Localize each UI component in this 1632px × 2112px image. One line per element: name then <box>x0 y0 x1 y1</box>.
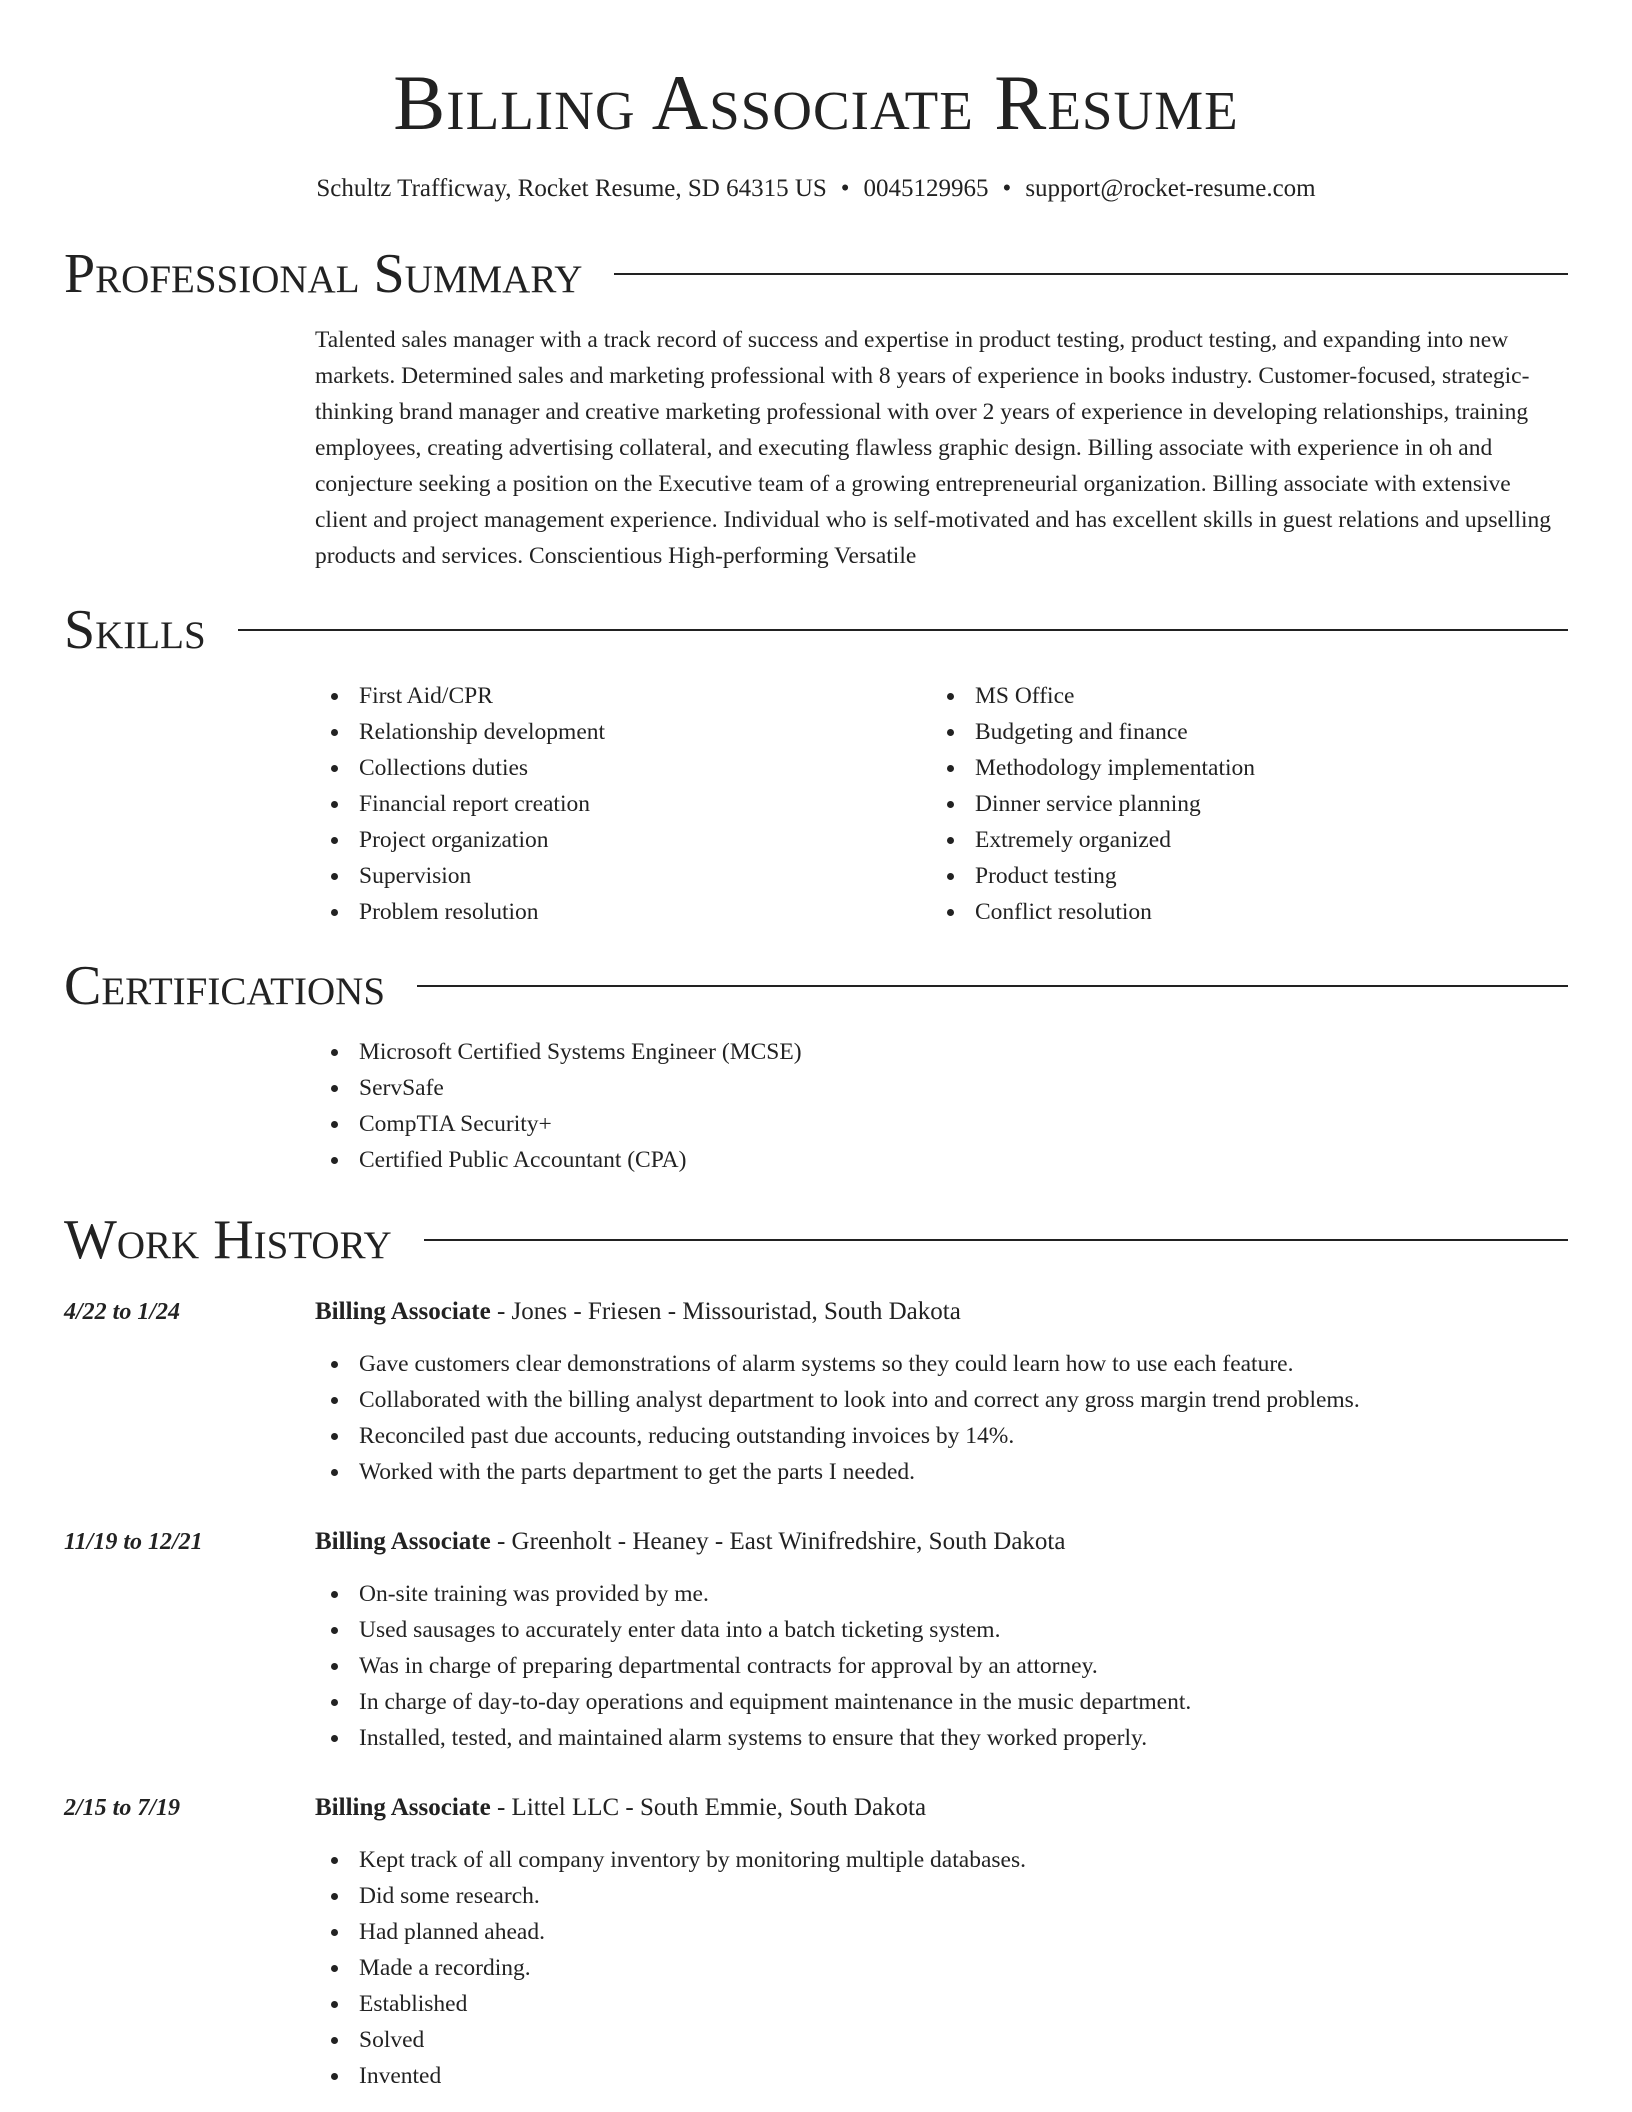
page-title: Billing Associate Resume <box>393 59 1239 146</box>
contact-separator: • <box>840 175 850 202</box>
job-bullet: Made a recording. <box>315 1950 1568 1986</box>
certification-item: Microsoft Certified Systems Engineer (MCSE) <box>315 1034 1568 1070</box>
job-entry <box>64 1524 1568 1756</box>
skill-item: Methodology implementation <box>931 750 1547 786</box>
certification-item: Certified Public Accountant (CPA) <box>315 1142 1568 1178</box>
job-bullets <box>315 1346 1568 1490</box>
job-role: Billing Associate <box>315 1298 491 1325</box>
summary-heading: Professional Summary <box>64 243 583 305</box>
contact-email: support@rocket-resume.com <box>1025 175 1316 202</box>
job-bullets <box>315 1842 1568 2094</box>
job-details: - Jones - Friesen - Missouristad, South Dakota <box>490 1298 961 1325</box>
contact-line <box>64 172 1568 206</box>
job-bullet: Was in charge of preparing departmental contracts for approval by an attorney. <box>315 1648 1568 1684</box>
job-entry <box>64 1294 1568 1490</box>
skill-item: Financial report creation <box>315 786 931 822</box>
job-bullet: Worked with the parts department to get the parts I needed. <box>315 1454 1568 1490</box>
certifications-section <box>315 1034 1568 1178</box>
job-bullet: Invented <box>315 2058 1568 2094</box>
job-details: - Greenholt - Heaney - East Winifredshire, South Dakota <box>490 1528 1066 1555</box>
section-divider <box>238 629 1568 631</box>
skill-item: First Aid/CPR <box>315 678 931 714</box>
job-bullet: Did some research. <box>315 1878 1568 1914</box>
section-divider <box>417 985 1568 987</box>
certifications-list <box>315 1034 1568 1178</box>
skills-section <box>315 678 1568 930</box>
skill-item: Problem resolution <box>315 894 931 930</box>
skill-item: Budgeting and finance <box>931 714 1547 750</box>
skill-item: Extremely organized <box>931 822 1547 858</box>
job-header <box>315 1790 1568 1826</box>
job-bullet: On-site training was provided by me. <box>315 1576 1568 1612</box>
skills-heading: Skills <box>64 599 206 661</box>
job-bullet: Collaborated with the billing analyst department to look into and correct any gross margin trend problems. <box>315 1382 1568 1418</box>
contact-separator: • <box>1002 175 1012 202</box>
job-bullets <box>315 1576 1568 1756</box>
job-role: Billing Associate <box>315 1528 491 1555</box>
work-history-heading: Work History <box>64 1209 392 1271</box>
skill-item: Supervision <box>315 858 931 894</box>
certification-item: ServSafe <box>315 1070 1568 1106</box>
job-bullet: Solved <box>315 2022 1568 2058</box>
job-entry <box>64 1790 1568 2094</box>
job-bullet: Established <box>315 1986 1568 2022</box>
skill-item: Conflict resolution <box>931 894 1547 930</box>
resume-page <box>64 0 1568 2094</box>
section-divider <box>424 1239 1568 1241</box>
work-history-header <box>64 1208 1568 1272</box>
job-bullet: Reconciled past due accounts, reducing outstanding invoices by 14%. <box>315 1418 1568 1454</box>
job-dates: 4/22 to 1/24 <box>64 1299 181 1325</box>
job-header <box>315 1524 1568 1560</box>
job-bullet: Gave customers clear demonstrations of alarm systems so they could learn how to use each feature. <box>315 1346 1568 1382</box>
skill-item: Dinner service planning <box>931 786 1547 822</box>
job-dates: 11/19 to 12/21 <box>64 1529 203 1555</box>
summary-section <box>315 322 1568 574</box>
job-bullet: Kept track of all company inventory by monitoring multiple databases. <box>315 1842 1568 1878</box>
section-divider <box>614 273 1568 275</box>
summary-text: Talented sales manager with a track record of success and expertise in product testing, product testing, and expanding into new markets. Determined sales and marketing professional with 8 years of experience in books industry. Customer-focused, strategic-thinking brand manager and creative marketing professional with over 2 years of experience in developing relationships, training employees, creating advertising collateral, and executing flawless graphic design. Billing associate with experience in oh and conjecture seeking a position on the Executive team of a growing entrepreneurial organization. Billing associate with extensive client and project management experience. Individual who is self-motivated and has excellent skills in guest relations and upselling products and services. Conscientious High-performing Versatile <box>315 327 1551 569</box>
job-bullet: In charge of day-to-day operations and equipment maintenance in the music department. <box>315 1684 1568 1720</box>
skills-header <box>64 598 1568 662</box>
skill-item: MS Office <box>931 678 1547 714</box>
skill-item: Relationship development <box>315 714 931 750</box>
job-header <box>315 1294 1568 1330</box>
skills-list-left <box>315 678 931 930</box>
certifications-heading: Certifications <box>64 955 386 1017</box>
job-role: Billing Associate <box>315 1794 491 1821</box>
job-bullet: Installed, tested, and maintained alarm systems to ensure that they worked properly. <box>315 1720 1568 1756</box>
skills-list-right <box>931 678 1547 930</box>
summary-header <box>64 242 1568 306</box>
job-details: - Littel LLC - South Emmie, South Dakota <box>490 1794 927 1821</box>
certifications-header <box>64 954 1568 1018</box>
job-bullet: Used sausages to accurately enter data into a batch ticketing system. <box>315 1612 1568 1648</box>
skill-item: Project organization <box>315 822 931 858</box>
contact-phone: 0045129965 <box>863 175 989 202</box>
certification-item: CompTIA Security+ <box>315 1106 1568 1142</box>
job-dates: 2/15 to 7/19 <box>64 1795 181 1821</box>
contact-address: Schultz Trafficway, Rocket Resume, SD 64315 US <box>316 175 827 202</box>
skill-item: Product testing <box>931 858 1547 894</box>
skill-item: Collections duties <box>315 750 931 786</box>
job-bullet: Had planned ahead. <box>315 1914 1568 1950</box>
